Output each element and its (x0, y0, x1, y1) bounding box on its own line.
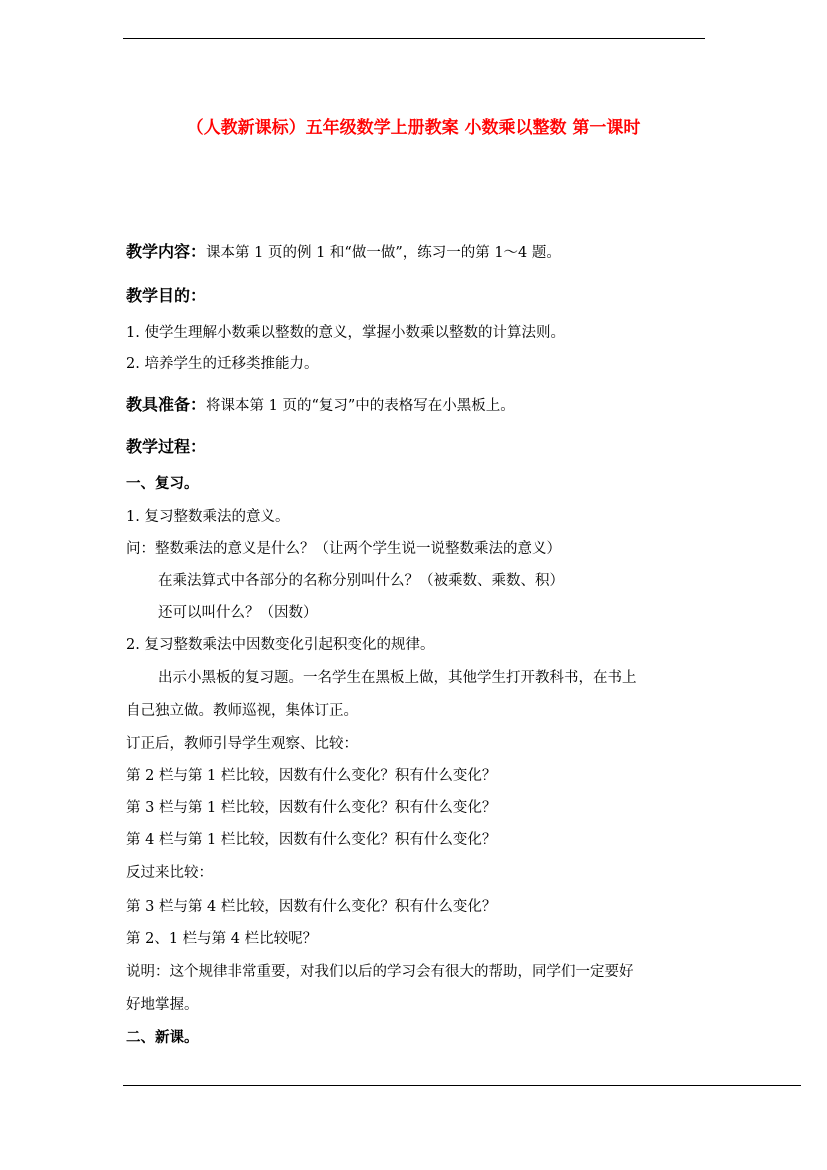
goal-item-1: 1. 使学生理解小数乘以整数的意义，掌握小数乘以整数的计算法则。 (126, 325, 565, 341)
process-label: 教学过程： (126, 437, 207, 456)
reverse-compare: 反过来比较： (126, 865, 213, 881)
footer-rule (123, 1085, 801, 1086)
materials-label: 教具准备： (126, 395, 207, 414)
compare-1: 第 2 栏与第 1 栏比较，因数有什么变化？积有什么变化？ (126, 768, 497, 784)
compare-4: 第 3 栏与第 4 栏比较，因数有什么变化？积有什么变化？ (126, 899, 497, 915)
note-line-1: 说明：这个规律非常重要，对我们以后的学习会有很大的帮助，同学们一定要好 (126, 964, 634, 980)
review-item-2: 2. 复习整数乘法中因数变化引起积变化的规律。 (126, 637, 435, 653)
goals-label: 教学目的： (126, 286, 207, 305)
after-correction: 订正后，教师引导学生观察、比较： (126, 736, 358, 752)
content-text: 课本第 1 页的例 1 和“做一做”，练习一的第 1～4 题。 (206, 245, 561, 261)
compare-3: 第 4 栏与第 1 栏比较，因数有什么变化？积有什么变化？ (126, 832, 497, 848)
content-label: 教学内容： (126, 242, 207, 261)
review-item-1: 1. 复习整数乘法的意义。 (126, 509, 290, 525)
question-3: 还可以叫什么？（因数） (158, 605, 318, 621)
note-line-2: 好地掌握。 (126, 997, 199, 1013)
section-review: 一、复习。 (126, 475, 199, 492)
document-title: （人教新课标）五年级数学上册教案 小数乘以整数 第一课时 (186, 118, 641, 138)
goal-item-2: 2. 培养学生的迁移类推能力。 (126, 356, 319, 372)
compare-5: 第 2、1 栏与第 4 栏比较呢？ (126, 931, 318, 947)
compare-2: 第 3 栏与第 1 栏比较，因数有什么变化？积有什么变化？ (126, 800, 497, 816)
materials-line (126, 395, 515, 416)
paragraph-1-line-1: 出示小黑板的复习题。一名学生在黑板上做，其他学生打开教科书，在书上 (158, 670, 637, 686)
content-line (126, 242, 561, 263)
section-new-lesson: 二、新课。 (126, 1029, 199, 1046)
header-rule (123, 38, 705, 39)
paragraph-1-line-2: 自己独立做。教师巡视，集体订正。 (126, 703, 358, 719)
question-2: 在乘法算式中各部分的名称分别叫什么？（被乘数、乘数、积） (158, 573, 564, 589)
question-1: 问：整数乘法的意义是什么？（让两个学生说一说整数乘法的意义） (126, 541, 561, 557)
materials-text: 将课本第 1 页的“复习”中的表格写在小黑板上。 (206, 398, 515, 414)
